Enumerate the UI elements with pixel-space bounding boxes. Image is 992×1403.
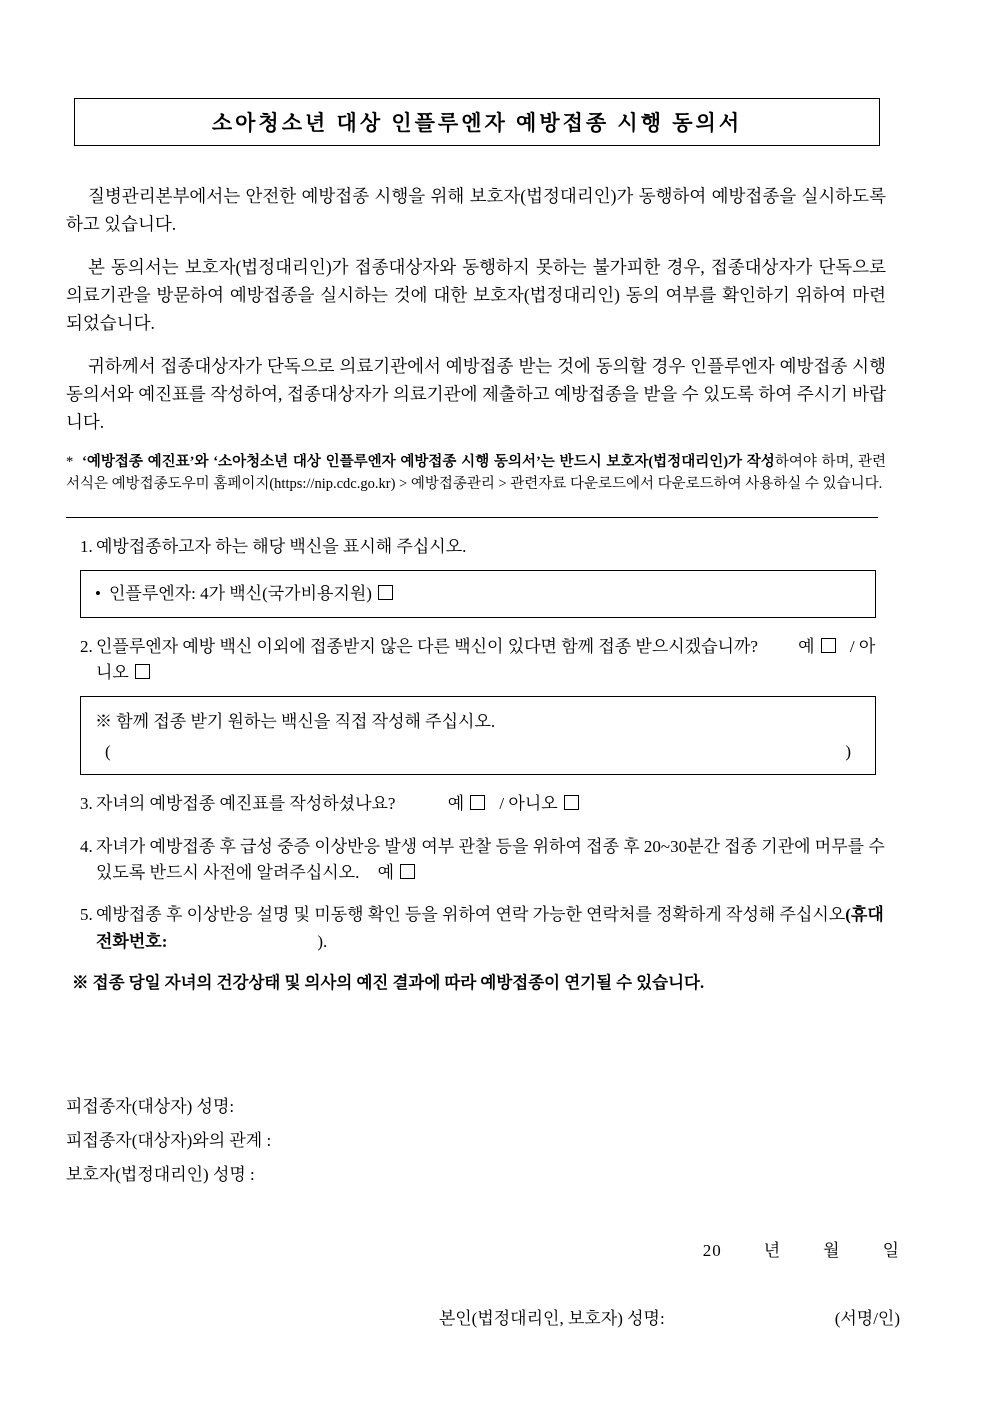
vaccine-option-checkbox[interactable]: [378, 585, 393, 600]
footnote-star: *: [66, 453, 74, 470]
question-5-text: 예방접종 후 이상반응 설명 및 미동행 확인 등을 위하여 연락 가능한 연락처를 정확하게 작성해 주십시오: [96, 905, 846, 925]
signer-seal-label: (서명/인): [834, 1309, 900, 1328]
question-5-phone-label: (휴대 전화번호:: [96, 905, 884, 951]
page-title: 소아청소년 대상 인플루엔자 예방접종 시행 동의서: [211, 111, 743, 135]
question-2-yes-checkbox[interactable]: [821, 638, 836, 653]
section-divider: [66, 517, 878, 518]
question-1: [66, 534, 886, 560]
question-3-yes-label: 예: [447, 794, 465, 814]
intro-paragraph-2: 본 동의서는 보호자(법정대리인)가 접종대상자와 동행하지 못하는 불가피한 경우, 접종대상자가 단독으로 의료기관을 방문하여 예방접종을 실시하는 것에 대한 보호자(법정대리인) 동의 여부를 확인하기 위하여 마련되었습니다.: [66, 256, 886, 334]
date-month-label: 월: [823, 1241, 841, 1260]
question-2: [66, 634, 886, 687]
date-year-prefix: 20: [702, 1241, 722, 1260]
question-4-number: 4.: [80, 836, 93, 856]
date-year-label: 년: [763, 1241, 782, 1260]
signature-line-subject-name: 피접종자(대상자) 성명:: [66, 1097, 235, 1116]
date-day-label: 일: [882, 1241, 900, 1260]
question-4-yes-checkbox[interactable]: [400, 864, 415, 879]
question-4-yes-label: 예: [377, 863, 395, 883]
footnote-rest-text: 하여야 하며, 관련 서식은 예방접종도우미 홈페이지(https://nip.cdc.go.kr) > 예방접종관리 > 관련자료 다운로드에서 다운로드하여 사용하실 수 있습니다.: [66, 453, 887, 492]
question-3-text: 자녀의 예방접종 예진표를 작성하셨나요?: [96, 794, 396, 814]
question-2-yes-label: 예: [798, 636, 815, 656]
question-3-no-label: 아니오: [508, 794, 558, 814]
question-3-separator: /: [499, 794, 505, 814]
signer-row: [66, 1302, 946, 1336]
question-3-yes-checkbox[interactable]: [470, 795, 485, 810]
signer-name-label: 본인(법정대리인, 보호자) 성명:: [438, 1309, 665, 1328]
intro-paragraph-3: 귀하께서 접종대상자가 단독으로 의료기관에서 예방접종 받는 것에 동의할 경우 인플루엔자 예방접종 시행 동의서와 예진표를 작성하여, 접종대상자가 의료기관에 제출하고 예방접종을 받을 수 있도록 하여 주시기 바랍니다.: [66, 355, 886, 433]
question-1-answer-box: [80, 570, 876, 618]
signature-line-relationship: 피접종자(대상자)와의 관계 :: [66, 1131, 272, 1150]
document-body: [66, 182, 886, 996]
question-3: [66, 791, 886, 817]
question-4-text: 자녀가 예방접종 후 급성 중증 이상반응 발생 여부 관찰 등을 위하여 접종 후 20~30분간 접종 기관에 머무를 수 있도록 반드시 사전에 알려주십시오.: [96, 836, 885, 883]
close-paren: ): [845, 741, 851, 761]
question-5: [66, 902, 886, 955]
question-1-number: 1.: [80, 536, 93, 556]
intro-paragraph-1: 질병관리본부에서는 안전한 예방접종 시행을 위해 보호자(법정대리인)가 동행하여 예방접종을 실시하도록 하고 있습니다.: [66, 186, 886, 235]
date-row: [66, 1234, 946, 1268]
question-2-no-label: 아니오: [96, 636, 876, 682]
question-2-writein-field[interactable]: [95, 735, 861, 765]
document-title-box: [74, 98, 880, 146]
question-3-number: 3.: [80, 794, 93, 814]
footnote: [66, 451, 886, 495]
question-4: [66, 834, 886, 887]
question-2-text: 인플루엔자 예방 백신 이외에 접종받지 않은 다른 백신이 있다면 함께 접종 받으시겠습니까?: [96, 636, 758, 656]
footnote-bold-text: ‘예방접종 예진표’와 ‘소아청소년 대상 인플루엔자 예방접종 시행 동의서’는 반드시 보호자(법정대리인)가 작성: [82, 453, 775, 470]
question-5-phone-close: ).: [317, 931, 328, 951]
open-paren: (: [105, 741, 111, 761]
signature-section: [66, 1090, 946, 1336]
question-2-separator: /: [849, 636, 855, 656]
vaccine-option-label: 인플루엔자: 4가 백신(국가비용지원): [109, 584, 372, 604]
bullet-icon: •: [95, 584, 101, 604]
signature-line-guardian-name: 보호자(법정대리인) 성명 :: [66, 1165, 255, 1184]
emphasis-note: ※ 접종 당일 자녀의 건강상태 및 의사의 예진 결과에 따라 예방접종이 연기될 수 있습니다.: [72, 973, 705, 993]
question-2-writein-box: [80, 696, 876, 775]
question-1-text: 예방접종하고자 하는 해당 백신을 표시해 주십시오.: [96, 536, 467, 556]
question-2-writein-label: ※ 함께 접종 받기 원하는 백신을 직접 작성해 주십시오.: [95, 712, 496, 732]
question-5-number: 5.: [80, 905, 93, 925]
question-2-no-checkbox[interactable]: [135, 664, 150, 679]
question-3-no-checkbox[interactable]: [564, 795, 579, 810]
question-2-number: 2.: [80, 636, 93, 656]
